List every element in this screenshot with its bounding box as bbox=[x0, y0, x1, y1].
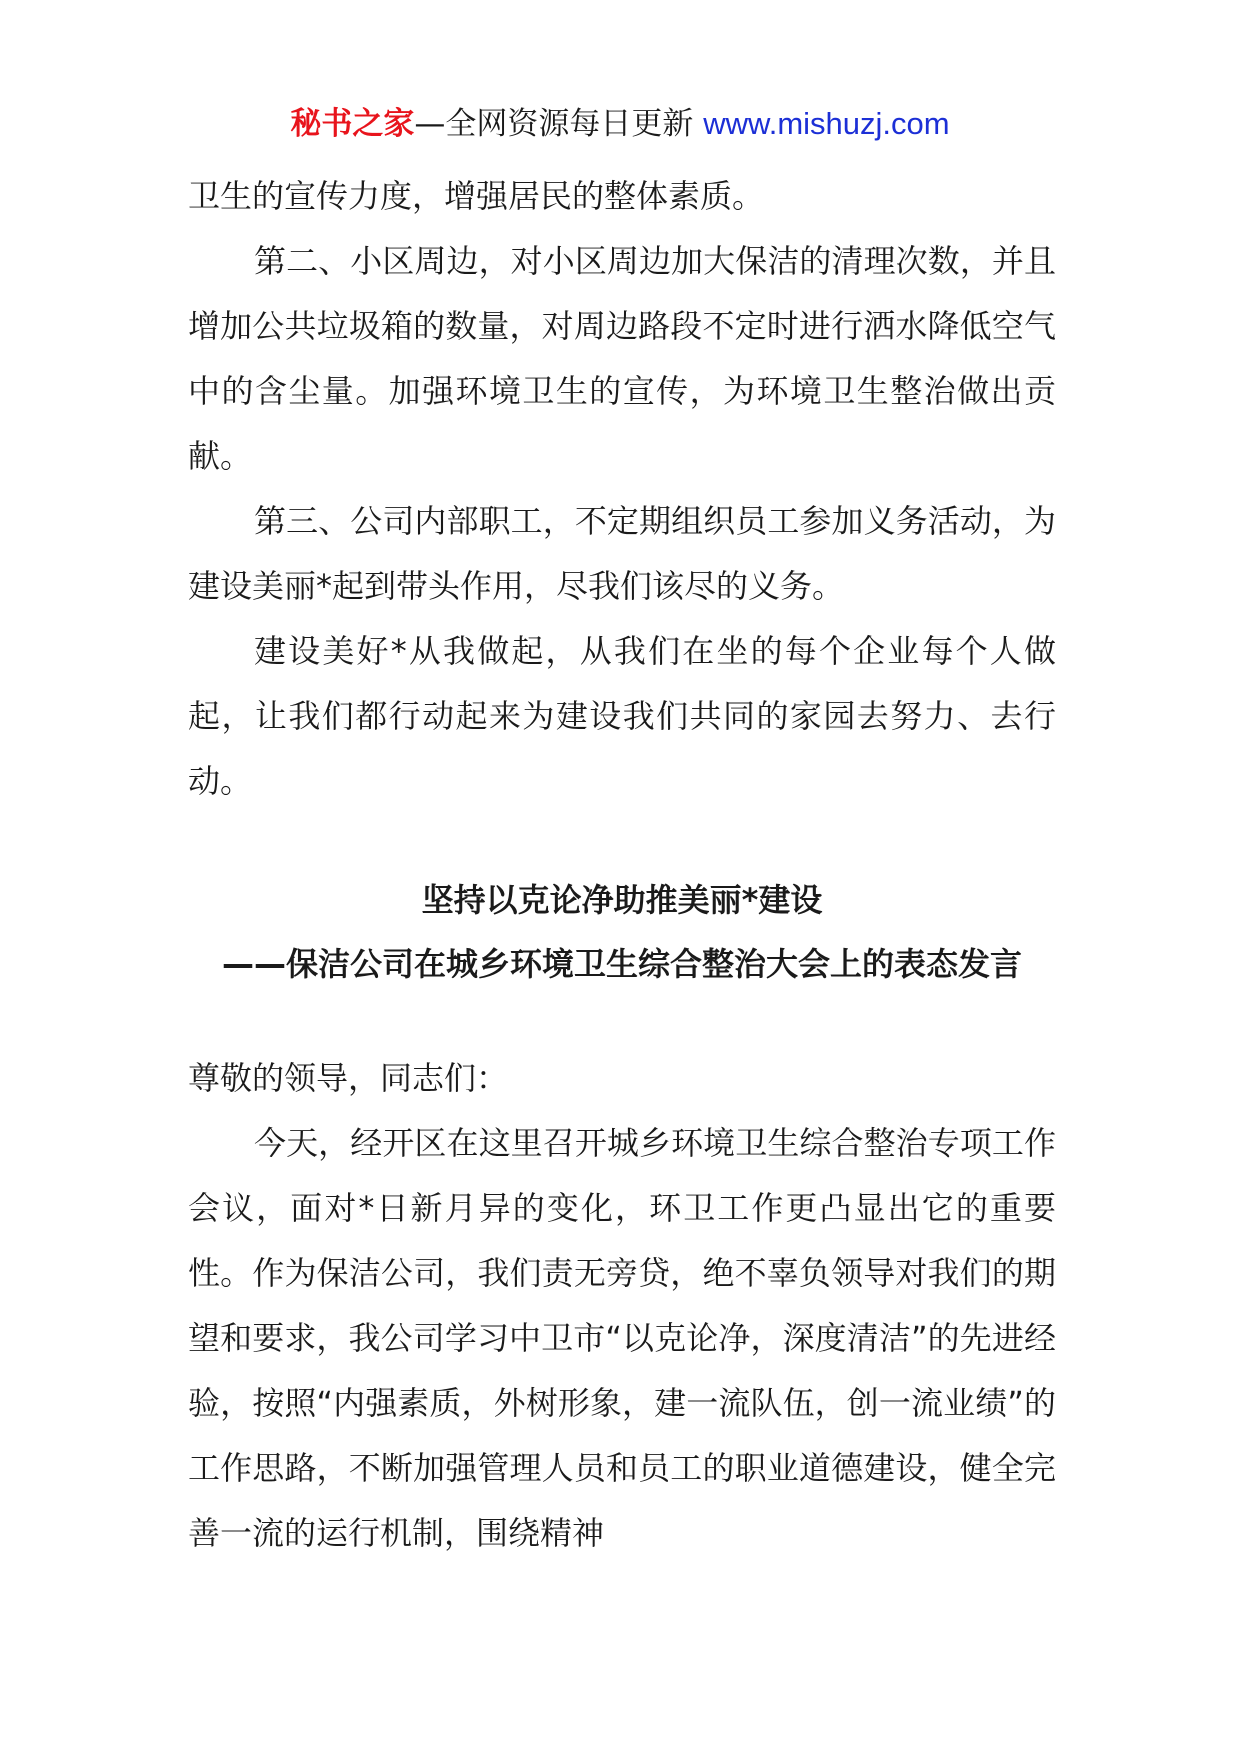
site-brand: 秘书之家 bbox=[290, 106, 415, 142]
speech-subtitle: ——保洁公司在城乡环境卫生综合整治大会上的表态发言 bbox=[221, 945, 1022, 983]
site-header bbox=[0, 104, 1240, 144]
paragraph: 卫生的宣传力度，增强居民的整体素质。 bbox=[188, 177, 765, 215]
salutation: 尊敬的领导，同志们： bbox=[188, 1059, 509, 1097]
paragraph: 建设美好*从我做起，从我们在坐的每个企业每个人做起，让我们都行动起来为建设我们共同的家园去努力、去行动。 bbox=[188, 632, 1056, 800]
site-url-link[interactable]: www.mishuzj.com bbox=[703, 106, 950, 141]
paragraph: 今天，经开区在这里召开城乡环境卫生综合整治专项工作会议，面对*日新月异的变化，环卫工作更凸显出它的重要性。作为保洁公司，我们责无旁贷，绝不辜负领导对我们的期望和要求，我公司学习中卫市“以克论净，深度清洁”的先进经验，按照“内强素质，外树形象，建一流队伍，创一流业绩”的工作思路，不断加强管理人员和员工的职业道德建设，健全完善一流的运行机制，围绕精神 bbox=[188, 1124, 1056, 1552]
speech-title-block bbox=[188, 868, 1056, 996]
paragraph: 第二、小区周边，对小区周边加大保洁的清理次数，并且增加公共垃圾箱的数量，对周边路段不定时进行洒水降低空气中的含尘量。加强环境卫生的宣传，为环境卫生整治做出贡献。 bbox=[188, 242, 1056, 475]
site-tagline: —全网资源每日更新 bbox=[414, 106, 694, 142]
speech-title: 坚持以克论净助推美丽*建设 bbox=[421, 881, 823, 919]
document-body bbox=[188, 164, 1056, 1566]
paragraph: 第三、公司内部职工，不定期组织员工参加义务活动，为建设美丽*起到带头作用，尽我们该尽的义务。 bbox=[188, 502, 1056, 605]
